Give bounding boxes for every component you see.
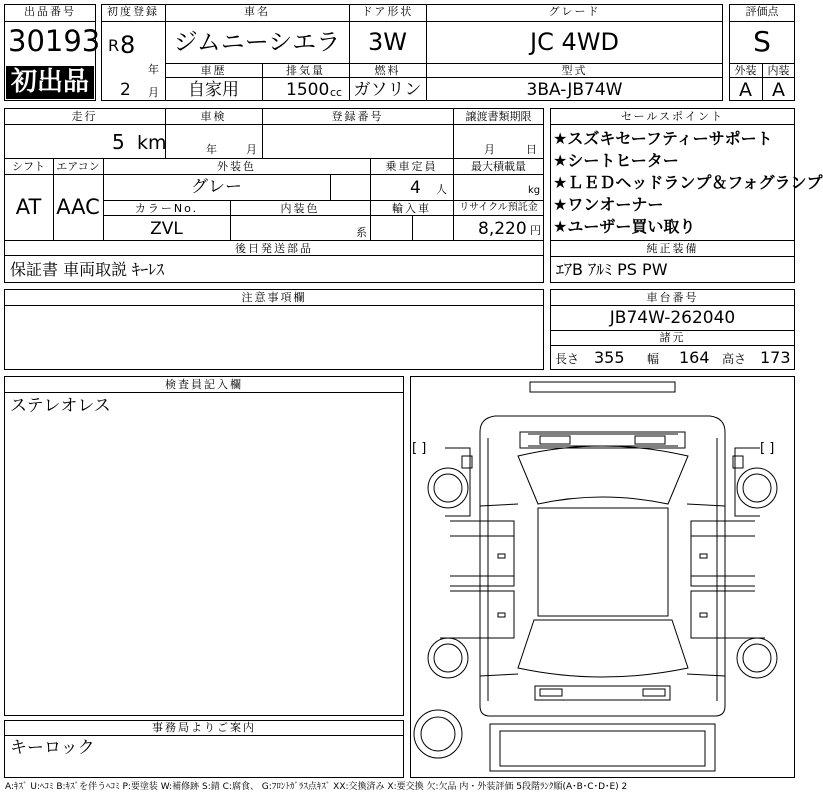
first-reg-month: 2	[120, 80, 131, 100]
mileage-unit: km	[137, 132, 167, 154]
plate-label: 登録番号	[331, 110, 384, 123]
exterior-grade-label: 外装	[734, 64, 757, 77]
recycle-unit: 円	[530, 224, 541, 237]
color-no-label: カラーNo.	[134, 202, 199, 215]
model-label: 型式	[561, 64, 588, 77]
month-unit: 月	[148, 86, 161, 99]
fuel-value: ガソリン	[353, 80, 422, 100]
notes-label: 注意事項欄	[241, 291, 307, 304]
sales-point-item: ★スズキセーフティーサポート	[553, 129, 773, 148]
grade-value: JC 4WD	[530, 28, 619, 56]
max-load-label: 最大積載量	[471, 160, 526, 173]
width-value: 164	[679, 348, 710, 367]
first-reg-year: 8	[120, 31, 136, 59]
displacement-value: 1500	[286, 80, 330, 100]
score-value: S	[753, 25, 771, 58]
capacity-label: 乗車定員	[385, 160, 438, 173]
interior-grade-label: 内装	[767, 64, 790, 77]
recycle-value: 8,220	[478, 219, 527, 239]
exterior-color-value: グレー	[191, 177, 242, 197]
sales-points-title: セールスポイント	[620, 110, 724, 123]
car-name-value: ジムニーシエラ	[173, 28, 341, 56]
sales-point-item: ★シートヒーター	[553, 151, 679, 170]
first-listing-text: 初出品	[10, 67, 89, 97]
chassis-value: JB74W-262040	[609, 308, 736, 328]
inspection-label: 車検	[200, 110, 227, 123]
transfer-day-unit: 日	[526, 143, 539, 156]
aircon-label: エアコン	[56, 160, 100, 173]
diagram-right-bracket: [ ]	[760, 441, 775, 456]
roof-rack-panel	[530, 382, 675, 392]
body-outline	[480, 416, 725, 716]
lot-number: 30193	[8, 24, 101, 58]
year-unit: 年	[148, 63, 161, 76]
color-no-value: ZVL	[150, 219, 183, 239]
sales-point-item: ★ワンオーナー	[553, 195, 664, 214]
era-letter: R	[108, 36, 120, 55]
legend-text: A:ｷｽﾞ U:ﾍｺﾐ B:ｷｽﾞを伴うﾍｺﾐ P:要塗装 W:補修跡 S:錆 C:腐食、 G:ﾌﾛﾝﾄｶﾞﾗｽ点ｷｽﾞ XX:交換済み X:要交換 欠:欠品 内・外装評価 5段階ﾗﾝｸ順(A･B･C･D･E) 2	[5, 782, 628, 792]
recycle-label: リサイクル預託金	[459, 202, 538, 213]
mileage-value: 5	[112, 130, 125, 154]
inspection-month-unit: 月	[246, 143, 259, 156]
inspector-value: ステレオレス	[10, 396, 111, 416]
max-load-unit: kg	[528, 185, 541, 196]
interior-color-suffix: 系	[356, 226, 369, 239]
import-label: 輸入車	[392, 202, 431, 215]
mileage-label: 走行	[71, 110, 98, 123]
height-value: 173	[760, 348, 791, 367]
capacity-unit: 人	[436, 183, 447, 196]
sales-points-list	[553, 128, 823, 238]
sales-point-item: ★ＬＥＤヘッドランプ＆フォグランプ	[553, 173, 823, 192]
car-diagram	[410, 376, 795, 778]
displacement-label: 排気量	[286, 64, 325, 77]
roof	[538, 508, 668, 616]
inspection-year-unit: 年	[206, 143, 219, 156]
height-label: 高さ	[722, 352, 747, 366]
windshield	[518, 446, 688, 504]
fuel-label: 燃料	[374, 64, 401, 77]
aircon-value: AAC	[56, 195, 100, 219]
rear-glass	[518, 620, 688, 677]
history-value: 自家用	[188, 80, 239, 100]
score-label: 評価点	[745, 5, 779, 18]
inspector-label: 検査員記入欄	[165, 378, 243, 391]
chassis-label: 車台番号	[646, 291, 699, 304]
lot-label: 出品番号	[24, 5, 76, 18]
displacement-unit: cc	[330, 86, 343, 99]
length-value: 355	[594, 348, 625, 367]
later-parts-value: 保証書 車両取説 ｷｰﾚｽ	[10, 260, 165, 279]
dims-label: 諸元	[659, 331, 686, 344]
width-label: 幅	[647, 352, 660, 366]
car-name-label: 車名	[244, 5, 270, 18]
shift-value: AT	[15, 195, 42, 219]
door-label: ドア形状	[361, 5, 414, 18]
sales-point-item: ★ユーザー買い取り	[553, 217, 696, 236]
equipment-label: 純正装備	[646, 242, 699, 255]
length-label: 長さ	[555, 352, 580, 366]
capacity-value: 4	[410, 178, 421, 198]
inspector-box	[4, 376, 404, 716]
exterior-color-label: 外装色	[217, 160, 256, 173]
transfer-label: 譲渡書類期限	[465, 110, 532, 123]
exterior-grade: A	[739, 79, 752, 101]
rear-bumper	[535, 686, 670, 700]
equipment-value: ｴｱB ｱﾙﾐ PS PW	[556, 260, 668, 279]
history-label: 車歴	[200, 64, 227, 77]
office-value: キーロック	[10, 738, 95, 758]
interior-color-label: 内装色	[280, 202, 320, 215]
shift-label: シフト	[12, 160, 45, 173]
office-label: 事務局よりご案内	[152, 721, 256, 734]
first-reg-label: 初度登録	[107, 5, 159, 18]
transfer-month-unit: 月	[484, 143, 497, 156]
door-value: 3W	[368, 28, 407, 56]
grade-label: グレード	[548, 5, 601, 18]
diagram-left-bracket: [ ]	[412, 441, 427, 456]
model-value: 3BA-JB74W	[526, 80, 623, 100]
later-parts-label: 後日発送部品	[235, 242, 313, 255]
interior-grade: A	[772, 79, 785, 101]
